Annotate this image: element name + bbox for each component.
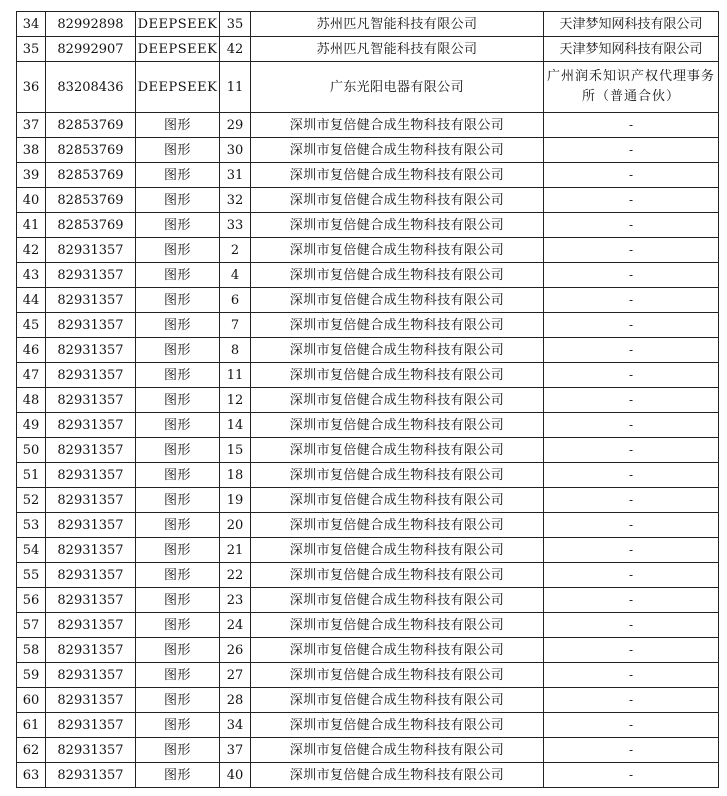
registration-number-cell: 82931357: [46, 563, 136, 588]
registration-number-cell: 82992898: [46, 12, 136, 37]
trademark-table: [16, 11, 719, 788]
row-number-cell: 47: [17, 363, 46, 388]
class-number-cell: 19: [220, 488, 251, 513]
trademark-name-cell: 图形: [136, 213, 220, 238]
trademark-name-cell: 图形: [136, 688, 220, 713]
class-number-cell: 14: [220, 413, 251, 438]
trademark-name-cell: 图形: [136, 438, 220, 463]
applicant-cell: 深圳市复倍健合成生物科技有限公司: [251, 263, 544, 288]
trademark-name-cell: 图形: [136, 538, 220, 563]
table-row: [17, 588, 719, 613]
row-number-cell: 57: [17, 613, 46, 638]
trademark-name-cell: 图形: [136, 163, 220, 188]
trademark-name-cell: 图形: [136, 338, 220, 363]
row-number-cell: 44: [17, 288, 46, 313]
table-row: [17, 138, 719, 163]
agent-cell: -: [544, 263, 719, 288]
row-number-cell: 56: [17, 588, 46, 613]
table-row: [17, 563, 719, 588]
trademark-name-cell: 图形: [136, 138, 220, 163]
applicant-cell: 深圳市复倍健合成生物科技有限公司: [251, 738, 544, 763]
row-number-cell: 60: [17, 688, 46, 713]
registration-number-cell: 82931357: [46, 613, 136, 638]
agent-cell: -: [544, 638, 719, 663]
row-number-cell: 59: [17, 663, 46, 688]
table-row: [17, 163, 719, 188]
table-row: [17, 488, 719, 513]
registration-number-cell: 82931357: [46, 388, 136, 413]
row-number-cell: 41: [17, 213, 46, 238]
table-row: [17, 188, 719, 213]
table-row: [17, 463, 719, 488]
registration-number-cell: 82931357: [46, 338, 136, 363]
agent-cell: -: [544, 188, 719, 213]
trademark-name-cell: 图形: [136, 263, 220, 288]
table-row: [17, 663, 719, 688]
agent-cell: -: [544, 513, 719, 538]
class-number-cell: 42: [220, 37, 251, 62]
table-row: [17, 113, 719, 138]
applicant-cell: 深圳市复倍健合成生物科技有限公司: [251, 563, 544, 588]
registration-number-cell: 82853769: [46, 163, 136, 188]
trademark-name-cell: 图形: [136, 238, 220, 263]
class-number-cell: 18: [220, 463, 251, 488]
class-number-cell: 27: [220, 663, 251, 688]
trademark-name-cell: 图形: [136, 313, 220, 338]
class-number-cell: 21: [220, 538, 251, 563]
trademark-name-cell: 图形: [136, 513, 220, 538]
agent-cell: -: [544, 338, 719, 363]
registration-number-cell: 82931357: [46, 738, 136, 763]
registration-number-cell: 82931357: [46, 763, 136, 788]
agent-cell: -: [544, 113, 719, 138]
registration-number-cell: 82931357: [46, 313, 136, 338]
agent-cell: -: [544, 688, 719, 713]
registration-number-cell: 82931357: [46, 413, 136, 438]
trademark-name-cell: DEEPSEEK: [136, 62, 220, 113]
class-number-cell: 4: [220, 263, 251, 288]
applicant-cell: 深圳市复倍健合成生物科技有限公司: [251, 413, 544, 438]
agent-cell: -: [544, 488, 719, 513]
registration-number-cell: 82931357: [46, 263, 136, 288]
applicant-cell: 深圳市复倍健合成生物科技有限公司: [251, 488, 544, 513]
table-row: [17, 12, 719, 37]
class-number-cell: 24: [220, 613, 251, 638]
applicant-cell: 苏州匹凡智能科技有限公司: [251, 12, 544, 37]
applicant-cell: 深圳市复倍健合成生物科技有限公司: [251, 588, 544, 613]
trademark-name-cell: 图形: [136, 713, 220, 738]
agent-cell: -: [544, 313, 719, 338]
registration-number-cell: 83208436: [46, 62, 136, 113]
trademark-table-body: [17, 12, 719, 788]
trademark-name-cell: 图形: [136, 113, 220, 138]
table-row: [17, 37, 719, 62]
table-row: [17, 538, 719, 563]
registration-number-cell: 82853769: [46, 188, 136, 213]
trademark-name-cell: 图形: [136, 288, 220, 313]
row-number-cell: 45: [17, 313, 46, 338]
class-number-cell: 22: [220, 563, 251, 588]
trademark-name-cell: 图形: [136, 588, 220, 613]
agent-cell: -: [544, 288, 719, 313]
agent-cell: 广州润禾知识产权代理事务所（普通合伙）: [544, 62, 719, 113]
agent-cell: -: [544, 438, 719, 463]
class-number-cell: 11: [220, 363, 251, 388]
class-number-cell: 23: [220, 588, 251, 613]
row-number-cell: 46: [17, 338, 46, 363]
row-number-cell: 54: [17, 538, 46, 563]
class-number-cell: 8: [220, 338, 251, 363]
agent-cell: -: [544, 163, 719, 188]
class-number-cell: 29: [220, 113, 251, 138]
class-number-cell: 11: [220, 62, 251, 113]
agent-cell: -: [544, 738, 719, 763]
registration-number-cell: 82931357: [46, 713, 136, 738]
class-number-cell: 12: [220, 388, 251, 413]
applicant-cell: 深圳市复倍健合成生物科技有限公司: [251, 238, 544, 263]
class-number-cell: 30: [220, 138, 251, 163]
row-number-cell: 38: [17, 138, 46, 163]
trademark-name-cell: 图形: [136, 763, 220, 788]
agent-cell: -: [544, 613, 719, 638]
class-number-cell: 35: [220, 12, 251, 37]
registration-number-cell: 82931357: [46, 288, 136, 313]
class-number-cell: 20: [220, 513, 251, 538]
class-number-cell: 15: [220, 438, 251, 463]
table-row: [17, 263, 719, 288]
applicant-cell: 深圳市复倍健合成生物科技有限公司: [251, 213, 544, 238]
applicant-cell: 深圳市复倍健合成生物科技有限公司: [251, 163, 544, 188]
applicant-cell: 深圳市复倍健合成生物科技有限公司: [251, 113, 544, 138]
agent-cell: -: [544, 663, 719, 688]
registration-number-cell: 82931357: [46, 363, 136, 388]
row-number-cell: 36: [17, 62, 46, 113]
table-row: [17, 338, 719, 363]
agent-cell: -: [544, 138, 719, 163]
class-number-cell: 33: [220, 213, 251, 238]
row-number-cell: 49: [17, 413, 46, 438]
table-row: [17, 363, 719, 388]
class-number-cell: 6: [220, 288, 251, 313]
table-row: [17, 238, 719, 263]
agent-cell: -: [544, 463, 719, 488]
agent-cell: -: [544, 763, 719, 788]
applicant-cell: 深圳市复倍健合成生物科技有限公司: [251, 463, 544, 488]
table-row: [17, 313, 719, 338]
registration-number-cell: 82853769: [46, 213, 136, 238]
agent-cell: -: [544, 413, 719, 438]
applicant-cell: 深圳市复倍健合成生物科技有限公司: [251, 313, 544, 338]
trademark-name-cell: 图形: [136, 413, 220, 438]
applicant-cell: 深圳市复倍健合成生物科技有限公司: [251, 713, 544, 738]
applicant-cell: 深圳市复倍健合成生物科技有限公司: [251, 438, 544, 463]
registration-number-cell: 82931357: [46, 588, 136, 613]
registration-number-cell: 82931357: [46, 638, 136, 663]
applicant-cell: 深圳市复倍健合成生物科技有限公司: [251, 763, 544, 788]
table-row: [17, 638, 719, 663]
table-row: [17, 213, 719, 238]
registration-number-cell: 82853769: [46, 113, 136, 138]
trademark-name-cell: 图形: [136, 563, 220, 588]
row-number-cell: 51: [17, 463, 46, 488]
class-number-cell: 2: [220, 238, 251, 263]
applicant-cell: 深圳市复倍健合成生物科技有限公司: [251, 363, 544, 388]
row-number-cell: 62: [17, 738, 46, 763]
row-number-cell: 40: [17, 188, 46, 213]
row-number-cell: 37: [17, 113, 46, 138]
applicant-cell: 深圳市复倍健合成生物科技有限公司: [251, 613, 544, 638]
applicant-cell: 苏州匹凡智能科技有限公司: [251, 37, 544, 62]
registration-number-cell: 82931357: [46, 438, 136, 463]
class-number-cell: 40: [220, 763, 251, 788]
row-number-cell: 52: [17, 488, 46, 513]
agent-cell: -: [544, 713, 719, 738]
agent-cell: -: [544, 363, 719, 388]
trademark-name-cell: 图形: [136, 463, 220, 488]
applicant-cell: 深圳市复倍健合成生物科技有限公司: [251, 688, 544, 713]
class-number-cell: 28: [220, 688, 251, 713]
agent-cell: -: [544, 538, 719, 563]
registration-number-cell: 82931357: [46, 688, 136, 713]
row-number-cell: 50: [17, 438, 46, 463]
agent-cell: -: [544, 588, 719, 613]
table-row: [17, 513, 719, 538]
row-number-cell: 34: [17, 12, 46, 37]
trademark-name-cell: 图形: [136, 188, 220, 213]
row-number-cell: 55: [17, 563, 46, 588]
row-number-cell: 35: [17, 37, 46, 62]
table-row: [17, 763, 719, 788]
class-number-cell: 32: [220, 188, 251, 213]
applicant-cell: 深圳市复倍健合成生物科技有限公司: [251, 538, 544, 563]
registration-number-cell: 82931357: [46, 538, 136, 563]
row-number-cell: 63: [17, 763, 46, 788]
class-number-cell: 37: [220, 738, 251, 763]
table-row: [17, 713, 719, 738]
applicant-cell: 深圳市复倍健合成生物科技有限公司: [251, 513, 544, 538]
trademark-name-cell: 图形: [136, 738, 220, 763]
applicant-cell: 深圳市复倍健合成生物科技有限公司: [251, 388, 544, 413]
table-row: [17, 388, 719, 413]
registration-number-cell: 82931357: [46, 463, 136, 488]
row-number-cell: 48: [17, 388, 46, 413]
row-number-cell: 43: [17, 263, 46, 288]
registration-number-cell: 82931357: [46, 663, 136, 688]
agent-cell: -: [544, 388, 719, 413]
trademark-name-cell: DEEPSEEK: [136, 12, 220, 37]
registration-number-cell: 82853769: [46, 138, 136, 163]
applicant-cell: 深圳市复倍健合成生物科技有限公司: [251, 338, 544, 363]
table-row: [17, 288, 719, 313]
table-row: [17, 613, 719, 638]
trademark-name-cell: 图形: [136, 363, 220, 388]
agent-cell: -: [544, 238, 719, 263]
trademark-name-cell: 图形: [136, 613, 220, 638]
row-number-cell: 39: [17, 163, 46, 188]
trademark-name-cell: 图形: [136, 663, 220, 688]
table-row: [17, 738, 719, 763]
trademark-name-cell: 图形: [136, 488, 220, 513]
applicant-cell: 深圳市复倍健合成生物科技有限公司: [251, 188, 544, 213]
class-number-cell: 7: [220, 313, 251, 338]
class-number-cell: 34: [220, 713, 251, 738]
applicant-cell: 广东光阳电器有限公司: [251, 62, 544, 113]
registration-number-cell: 82931357: [46, 513, 136, 538]
trademark-name-cell: DEEPSEEK: [136, 37, 220, 62]
agent-cell: -: [544, 213, 719, 238]
trademark-name-cell: 图形: [136, 638, 220, 663]
row-number-cell: 58: [17, 638, 46, 663]
agent-cell: 天津梦知网科技有限公司: [544, 37, 719, 62]
applicant-cell: 深圳市复倍健合成生物科技有限公司: [251, 288, 544, 313]
class-number-cell: 26: [220, 638, 251, 663]
registration-number-cell: 82931357: [46, 238, 136, 263]
table-row: [17, 438, 719, 463]
row-number-cell: 42: [17, 238, 46, 263]
agent-cell: -: [544, 563, 719, 588]
applicant-cell: 深圳市复倍健合成生物科技有限公司: [251, 638, 544, 663]
table-row: [17, 688, 719, 713]
row-number-cell: 61: [17, 713, 46, 738]
table-row: [17, 62, 719, 113]
table-row: [17, 413, 719, 438]
agent-cell: 天津梦知网科技有限公司: [544, 12, 719, 37]
class-number-cell: 31: [220, 163, 251, 188]
applicant-cell: 深圳市复倍健合成生物科技有限公司: [251, 138, 544, 163]
registration-number-cell: 82992907: [46, 37, 136, 62]
applicant-cell: 深圳市复倍健合成生物科技有限公司: [251, 663, 544, 688]
row-number-cell: 53: [17, 513, 46, 538]
trademark-name-cell: 图形: [136, 388, 220, 413]
registration-number-cell: 82931357: [46, 488, 136, 513]
